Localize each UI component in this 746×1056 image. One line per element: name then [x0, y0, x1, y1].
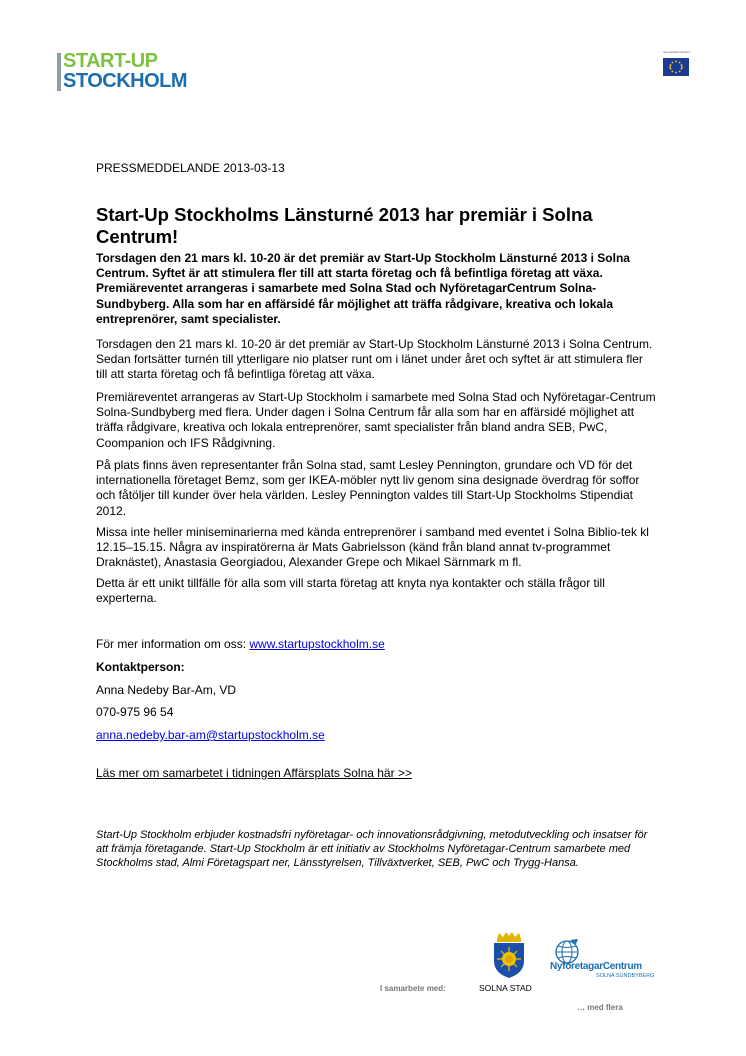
nyforetagarcentrum-logo: [550, 938, 655, 988]
logo-line-start-up: START-UP: [63, 50, 158, 72]
contact-name: Anna Nedeby Bar-Am, VD: [96, 683, 237, 697]
body-paragraph-3: På plats finns även representanter från Solna stad, samt Lesley Pennington, grundare och VD för det internationella företaget Bemz, som ger IKEA-möbler nytt liv genom sina designade överdrag för soffor och fåtöljer till kunder över hela världen. Lesley Pennington valdes till Start-Up Stockholms Stipendiat 2012.: [96, 458, 640, 518]
footer-note: Start-Up Stockholm erbjuder kostnadsfri nyföretagar- och innovationsrådgivning, metodutveckling och insatser för att främja företagande. Start-Up Stockholm är ett initiativ av Stockholms Nyföretagar-Centrum samarbete med Stockholms stad, Almi Företagspart ner, Länsstyrelsen, Tillväxtverket, SEB, PwC och Trygg-Hansa.: [96, 829, 648, 869]
contact-person-label: Kontaktperson:: [96, 660, 185, 674]
body-paragraph-5: Detta är ett unikt tillfälle för alla som vill starta företag att knyta nya kontakter och ställa frågor till experterna.: [96, 576, 605, 606]
more-info-label: För mer information om oss:: [96, 637, 250, 651]
solna-stad-label: SOLNA STAD: [479, 983, 532, 993]
body-paragraph-1: Torsdagen den 21 mars kl. 10-20 är det premiär av Start-Up Stockholm Länsturné 2013 i Solna Centrum. Sedan fortsätter turnén till ytterligare nio platser runt om i länet under året och syftet är att stimulera fler till att starta företag och få befintliga företag att växa.: [96, 337, 653, 382]
body-paragraph-2: Premiäreventet arrangeras av Start-Up Stockholm i samarbete med Solna Stad och Nyföretagar-Centrum Solna-Sundbyberg med flera. Under dagen i Solna Centrum får alla som har en affärsidé möjlighet att träffa rådgivare, kreativa och lokala entreprenörer, samt specialister från bland andra SEB, PwC, Coompanion och IFS Rådgivning.: [96, 390, 656, 450]
more-info-line: [96, 637, 385, 652]
read-more-link[interactable]: Läs mer om samarbetet i tidningen Affärsplats Solna här >>: [96, 766, 412, 780]
contact-email-link[interactable]: [96, 728, 325, 743]
eu-flag-icon: [663, 58, 689, 76]
start-up-stockholm-logo: [57, 51, 207, 93]
logo-line-stockholm: STOCKHOLM: [63, 70, 188, 92]
email-link[interactable]: anna.nedeby.bar-am@startupstockholm.se: [96, 728, 325, 742]
partners-label: I samarbete med:: [380, 984, 446, 993]
website-link[interactable]: www.startupstockholm.se: [249, 637, 385, 651]
nyforetagarcentrum-sub: SOLNA SUNDBYBERG: [596, 973, 655, 979]
contact-phone: 070-975 96 54: [96, 705, 174, 719]
eu-logo: [652, 50, 702, 80]
lead-paragraph: Torsdagen den 21 mars kl. 10-20 är det premiär av Start-Up Stockholm Länsturné 2013 i Solna Centrum. Syftet är att stimulera fler till att starta företag och få befintliga företag att växa. Premiäreventet arrangeras i samarbete med Solna Stad och NyföretagarCentrum Solna-Sundbyberg. Alla som har en affärsidé får möjlighet att träffa rådgivare, kreativa och lokala entreprenörer, samt specialister.: [96, 251, 630, 326]
solna-crest-icon: [491, 931, 527, 979]
press-release-date: PRESSMEDDELANDE 2013-03-13: [96, 161, 285, 175]
body-paragraph-4: Missa inte heller miniseminarierna med kända entreprenörer i samband med eventet i Solna Biblio-tek kl 12.15–15.15. Några av inspiratörerna är Mats Gabrielsson (känd från bland annat tv-programmet Draknästet), Anastasia Georgiadou, Alexander Grepe och Mikael Särnmark m fl.: [96, 525, 649, 570]
logo-bar: [57, 53, 61, 91]
med-flera-label: … med flera: [577, 1003, 623, 1012]
eu-caption: Europeiska Unionen: [663, 50, 691, 54]
read-more-line[interactable]: [96, 766, 412, 781]
page-title: Start-Up Stockholms Länsturné 2013 har premiär i Solna Centrum!: [96, 204, 593, 247]
nyforetagarcentrum-name: NyföretagarCentrum: [550, 961, 642, 972]
